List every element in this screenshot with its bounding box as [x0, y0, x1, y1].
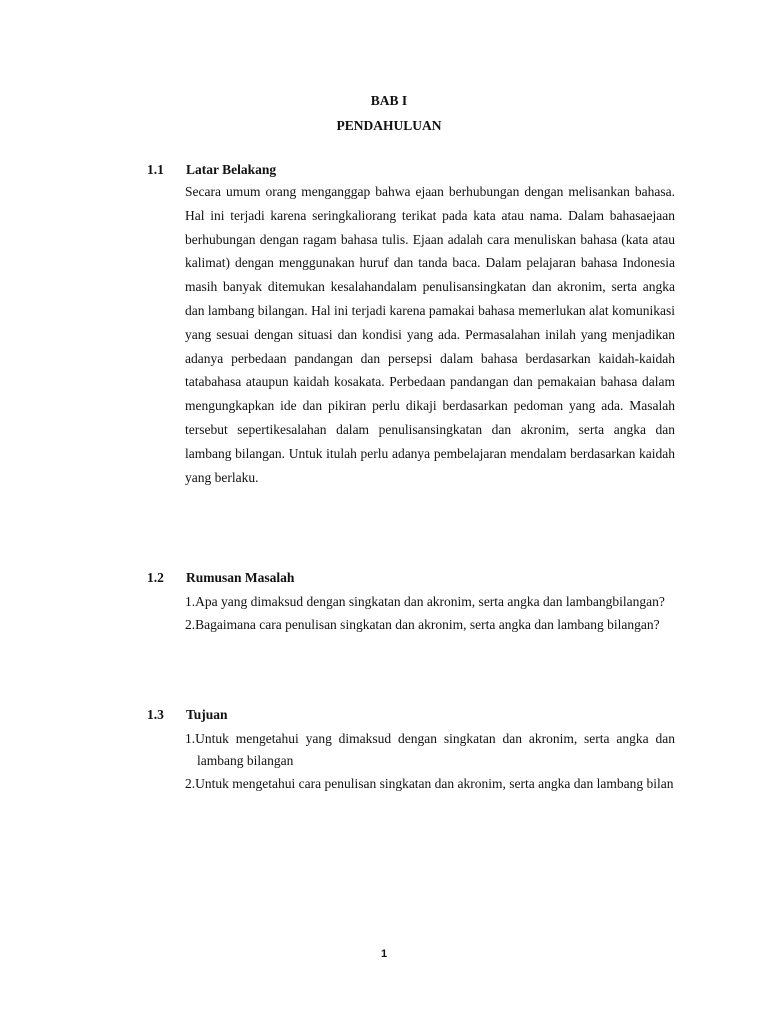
rumusan-masalah-list	[185, 591, 675, 637]
chapter-number: BAB I	[370, 93, 408, 108]
latar-belakang-paragraph: Secara umum orang menganggap bahwa ejaan berhubungan dengan melisankan bahasa. Hal ini terjadi karena seringkaliorang terikat pada kata atau nama. Dalam bahasaejaan berhubungan dengan ragam bahasa tulis. Ejaan adalah cara menuliskan bahasa (kata atau kalimat) dengan menggunakan huruf dan tanda baca. Dalam pelajaran bahasa Indonesia masih banyak ditemukan kesalahandalam penulisansingkatan dan akronim, serta angka dan lambang bilangan. Hal ini terjadi karena pamakai bahasa memerlukan alat komunikasi yang sesuai dengan situasi dan kondisi yang ada. Permasalahan inilah yang menjadikan adanya perbedaan pandangan dan persepsi dalam bahasa berdasarkan kaidah-kaidah tatabahasa ataupun kaidah kosakata. Perbedaan pandangan dan pemakaian bahasa dalam mengungkapkan ide dan pikiran perlu dikaji berdasarkan pedoman yang ada. Masalah tersebut sepertikesalahan dalam penulisansingkatan dan akronim, serta angka dan lambang bilangan. Untuk itulah perlu adanya pembelajaran mendalam berdasarkan kaidah yang berlaku.	[185, 184, 675, 485]
page-number: 1	[380, 948, 388, 960]
list-item: 1.Apa yang dimaksud dengan singkatan dan akronim, serta angka dan lambangbilangan?	[185, 594, 665, 609]
list-item: 1.Untuk mengetahui yang dimaksud dengan singkatan dan akronim, serta angka dan lambang bilangan	[185, 731, 675, 768]
tujuan-list	[185, 728, 675, 796]
section-number: 1.1	[147, 162, 164, 177]
section-number: 1.3	[147, 707, 164, 722]
section-title: Latar Belakang	[186, 162, 277, 177]
section-title: Tujuan	[186, 707, 228, 722]
list-item: 2.Untuk mengetahui cara penulisan singkatan dan akronim, serta angka dan lambang bilan	[185, 776, 674, 791]
section-title: Rumusan Masalah	[186, 570, 295, 585]
list-item: 2.Bagaimana cara penulisan singkatan dan akronim, serta angka dan lambang bilangan?	[185, 617, 660, 632]
chapter-title: PENDAHULUAN	[336, 118, 442, 133]
section-number: 1.2	[147, 570, 164, 585]
